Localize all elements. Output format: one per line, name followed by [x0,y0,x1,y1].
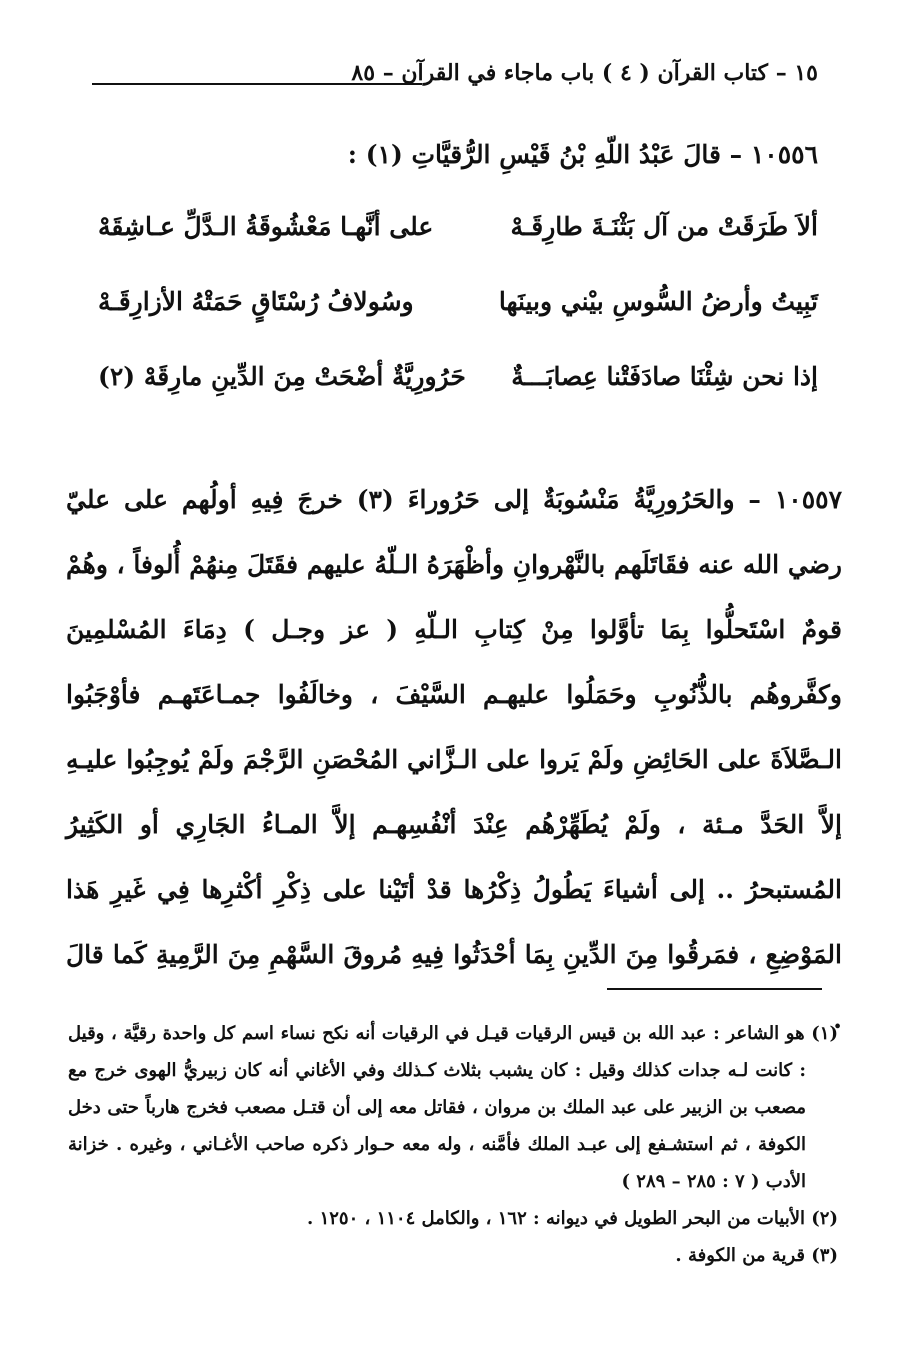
verse-second-hemistich: حَرُورِيَّةٌ أضْحَتْ مِنَ الدِّينِ مارِقَهْ (٢) [98,362,466,391]
footnote-2: (٢) الأبيات من البحر الطويل في ديوانه : ١٦٢ ، والكامل ١١٠٤ ، ١٢٥٠ . [307,1208,838,1229]
footnote-1: (١) هو الشاعر : عبد الله بن قيس الرقيات قيـل في الرقيات أنه نكح نساء اسم كل واحدة رقيَّة ، وقيل : كانت لـه جدات كذلك وقيل : كان يشبب بثلاث كـذلك وفي الأغاني أنه كان زبيريُّ الهوى خرج مع مصعب بن الزبير على عبد الملك بن مروان ، فقاتل معه إلى أن قتـل مصعب فخرج هارباً حتى دخل الكوفة ، ثم استشـفع إلى عبـد الملك فأمَّنه ، وله معه حـوار ذكره صاحب الأغـاني ، وغيره . خزانة الأدب ( ٧ : ٢٨٥ – ٢٨٩ ) [68,1023,838,1192]
body-paragraph: ١٠٥٥٧ – والحَرُورِيَّةُ مَنْسُوبَةٌ إلى حَرُوراءَ (٣) خرجَ فِيهِ أولُهم على عليّ رضي الله عنه فقَاتَلَهم بالنَّهْروانِ وأظْهَرَهُ الـلّهُ عليهم فقَتَلَ مِنهُمْ أُلوفاً ، وهُمْ قومٌ اسْتَحلُّوا بِمَا تأوَّلوا مِنْ كِتابِ الـلّهِ ( عز وجـل ) دِمَاءَ المُسْلمِينَ وكفَّروهُم بالذُّنُوبِ وحَمَلُوا عليهـم السَّيْفَ ، وخالَفُوا جمـاعَتَهـم فأوْجَبُوا الـصَّلاَةَ على الحَائِضِ ولَمْ يَروا على الـزَّاني المُحْصَنِ الرَّجْمَ ولَمْ يُوجِبُوا عليـهِ إلاَّ الحَدَّ مـئة ، ولَمْ يُطَهِّرْهُم عِنْدَ أنْفُسِهـم إلاَّ المـاءُ الجَارِي أو الكَثِيرُ المُستبحرُ .. إلى أشياءَ يَطُولُ ذِكْرُها قدْ أتَيْنا على ذِكْرِ أكْثرِها فِي غَيرِ هَذا المَوْضِعِ ، فمَرقُوا مِنَ الدِّينِ بِمَا أحْدَثُوا فِيهِ مُروقَ السَّهْمِ مِنَ الرَّمِيةِ كَما قالَ . [66,485,842,1034]
footnote-rule [607,988,822,990]
poem-verse [98,362,818,412]
verse-first-hemistich: تَبِيتُ وأرضُ السُّوسِ بيْني وبينَها [498,287,818,316]
footnotes [68,1015,838,1274]
verse-second-hemistich: وسُولافُ رُسْتَاقٍ حَمَتْهُ الأزارِقَـهْ [98,287,414,316]
verse-second-hemistich: على أنَّهـا مَعْشُوقَةُ الـدَّلِّ عـاشِقَهْ [98,212,434,241]
footnote-3: (٣) قرية من الكوفة . [675,1245,838,1266]
running-head: ١٥ – كتاب القرآن ( ٤ ) باب ماجاء في القرآن – ٨٥ [351,60,818,86]
section-heading: ١٠٥٥٦ – قالَ عَبْدُ اللّهِ بْنُ قَيْسِ الرُّقيَّاتِ (١) : [347,140,818,169]
poem-verse [98,287,818,337]
header-rule [92,83,422,85]
poem-verse [98,212,818,262]
verse-first-hemistich: إذا نحن شِئْنَا صادَفَتْنا عِصابَـــةٌ [511,362,818,391]
verse-first-hemistich: ألاَ طَرَقَتْ من آل بَثْنَـةَ طارِقَـهْ [510,212,818,241]
